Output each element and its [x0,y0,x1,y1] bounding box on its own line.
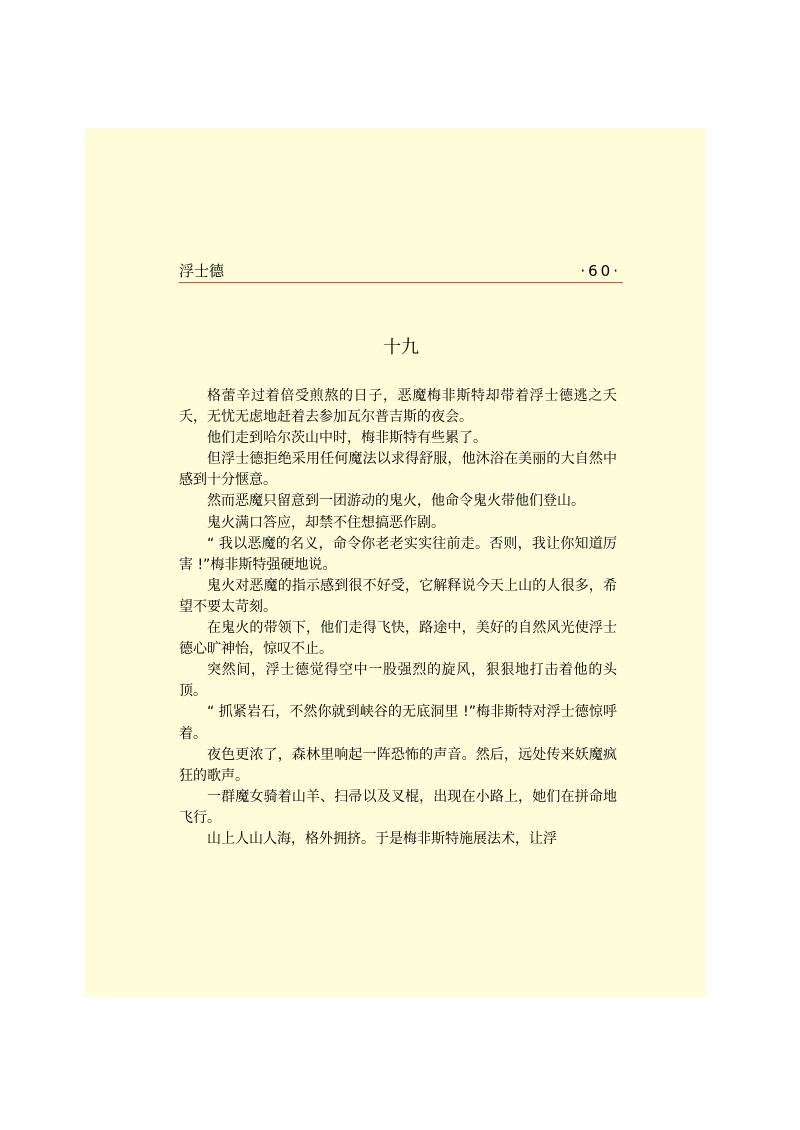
paragraph: 鬼火满口答应，却禁不住想搞恶作剧。 [207,514,445,531]
paragraph: 在鬼火的带领下，他们走得飞快，路途中，美好的自然风光使浮士德心旷神怡，惊叹不止。 [179,620,617,658]
paragraph: 一群魔女骑着山羊、扫帚以及叉棍，出现在小路上，她们在拼命地飞行。 [179,788,617,826]
page-number: ·60· [580,262,621,280]
paragraph: 突然间，浮士德觉得空中一股强烈的旋风，狠狠地打击着他的头顶。 [179,662,617,700]
paragraph: 他们走到哈尔茨山中时，梅非斯特有些累了。 [207,430,487,447]
paragraph: 但浮士德拒绝采用任何魔法以求得舒服，他沐浴在美丽的大自然中感到十分惬意。 [179,451,617,489]
paragraph: 山上人山人海，格外拥挤。于是梅非斯特施展法术，让浮 [207,830,557,847]
body-text [179,386,617,850]
book-title: 浮士德 [179,262,225,280]
paragraph: 夜色更浓了，森林里响起一阵恐怖的声音。然后，远处传来妖魔疯狂的歌声。 [179,746,617,784]
paragraph: 鬼火对恶魔的指示感到很不好受，它解释说今天上山的人很多，希望不要太苛刻。 [179,577,617,615]
chapter-title: 十九 [383,337,419,358]
running-header [179,262,623,283]
paragraph: “ 我以恶魔的名义，命令你老老实实往前走。否则，我让你知道厉害 !”梅非斯特强硬地说。 [179,535,617,573]
paragraph: 然而恶魔只留意到一团游动的鬼火，他命令鬼火带他们登山。 [207,493,585,510]
paragraph: “ 抓紧岩石，不然你就到峡谷的无底洞里 !”梅非斯特对浮士德惊呼着。 [179,704,617,742]
paragraph: 格蕾辛过着倍受煎熬的日子，恶魔梅非斯特却带着浮士德逃之夭夭，无忧无虑地赶着去参加瓦尔普吉斯的夜会。 [179,388,617,426]
